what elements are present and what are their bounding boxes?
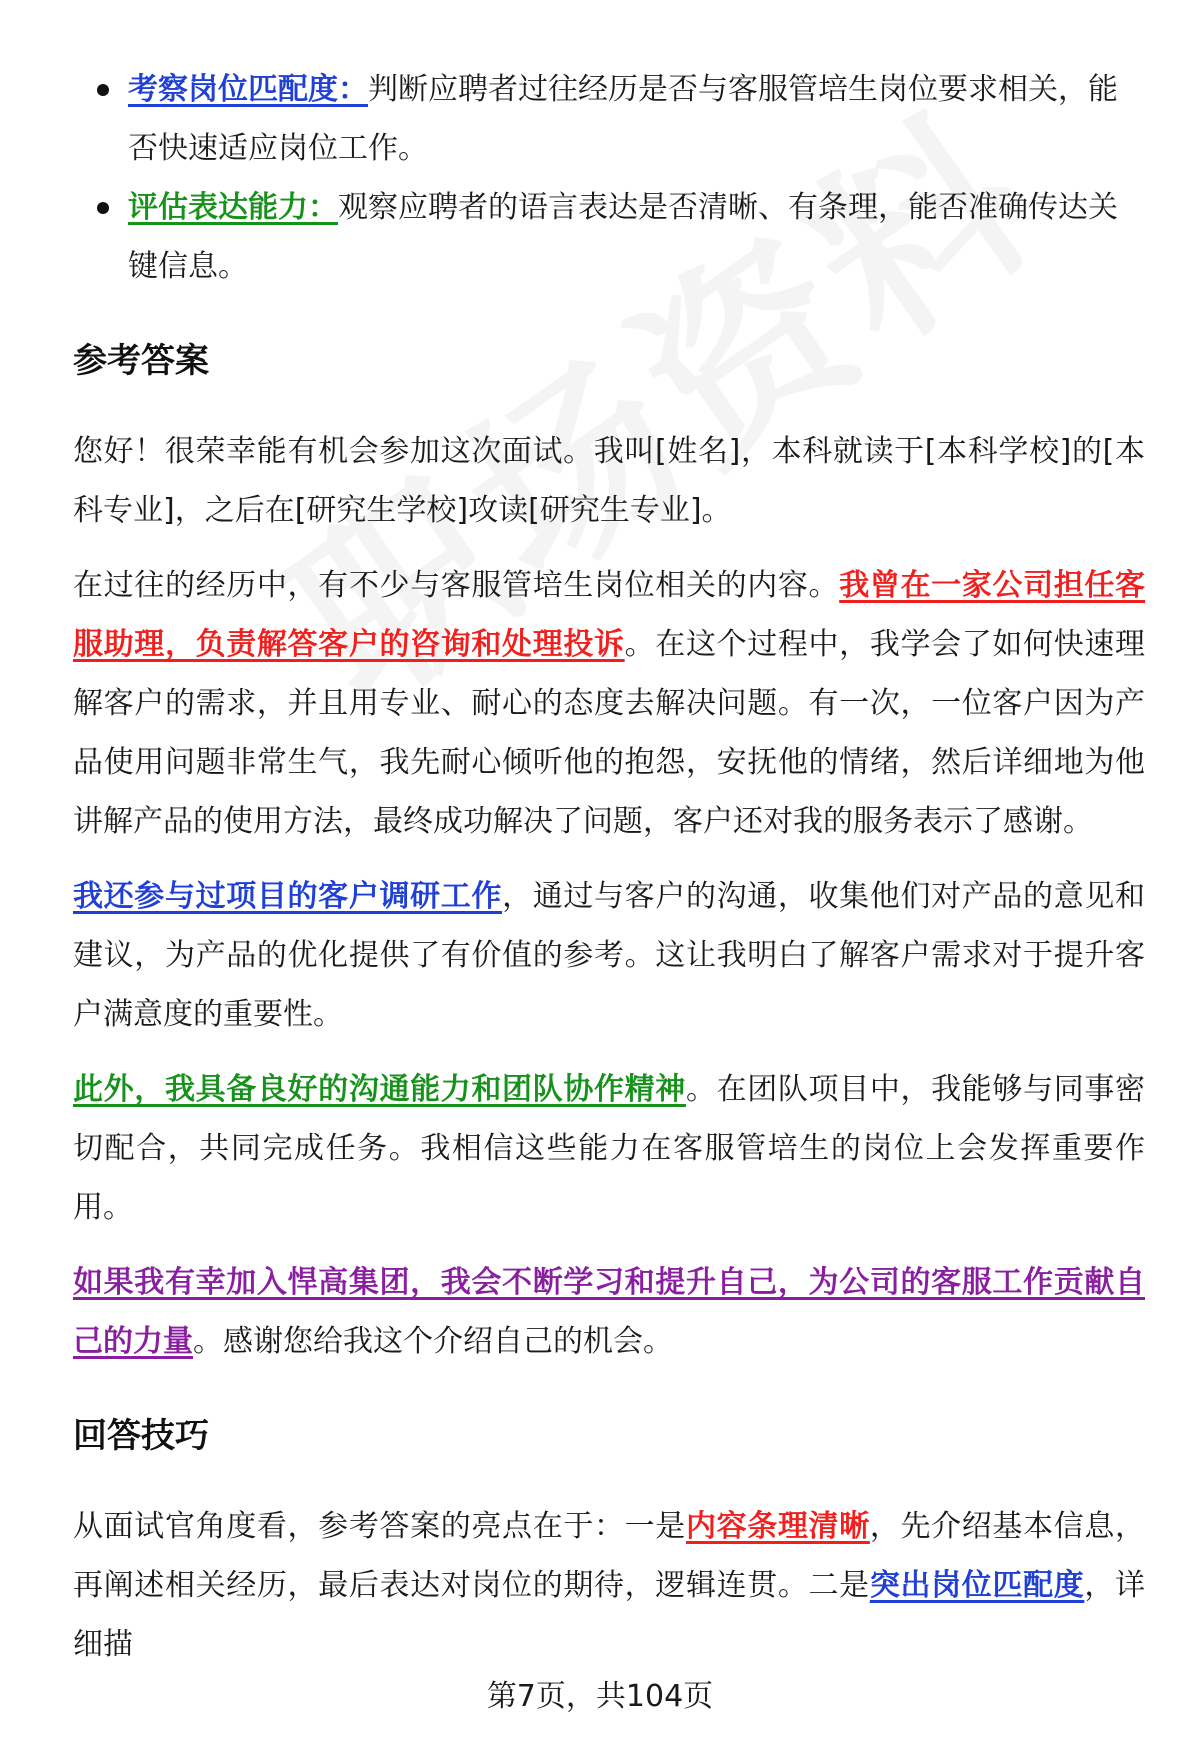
paragraph-text: 您好！很荣幸能有机会参加这次面试。我叫[姓名]，本科就读于[本科学校]的[本科专业]，之后在[研究生学校]攻读[研究生专业]。	[73, 434, 1145, 528]
paragraph	[73, 1497, 1145, 1674]
paragraph	[73, 556, 1145, 851]
bullet-text: 观察应聘者的语言表达是否清晰、有条理，能否准确传达关键信息。	[128, 190, 1118, 284]
section-title-answer-tips: 回答技巧	[73, 1416, 209, 1456]
bullet-dot-icon	[97, 202, 109, 214]
highlight-text: 内容条理清晰	[685, 1509, 870, 1544]
highlight-text: 突出岗位匹配度	[869, 1568, 1085, 1603]
paragraph-text: 。在这个过程中，我学会了如何快速理解客户的需求，并且用专业、耐心的态度去解决问题。有一次，一位客户因为产品使用问题非常生气，我先耐心倾听他的抱怨，安抚他的情绪，然后详细地为他讲解产品的使用方法，最终成功解决了问题，客户还对我的服务表示了感谢。	[73, 627, 1146, 839]
list-item	[73, 178, 1145, 296]
paragraph-text: 在过往的经历中，有不少与客服管培生岗位相关的内容。	[73, 568, 840, 603]
highlight-text: 如果我有幸加入悍高集团，我会不断学习和提升自己，为公司的客服工作贡献自己的力量	[73, 1265, 1145, 1359]
paragraph	[73, 1253, 1145, 1371]
paragraph	[73, 422, 1145, 540]
paragraph-text: ，通过与客户的沟通，收集他们对产品的意见和建议，为产品的优化提供了有价值的参考。这让我明白了解客户需求对于提升客户满意度的重要性。	[73, 879, 1146, 1032]
paragraph	[73, 1060, 1145, 1237]
bullet-dot-icon	[97, 84, 109, 96]
paragraph-text: 。在团队项目中，我能够与同事密切配合，共同完成任务。我相信这些能力在客服管培生的岗位上会发挥重要作用。	[73, 1072, 1146, 1225]
page-content	[73, 60, 1145, 1674]
bullet-label: 评估表达能力：	[128, 190, 338, 225]
highlight-text: 此外，我具备良好的沟通能力和团队协作精神	[73, 1072, 686, 1107]
paragraph-text: 。感谢您给我这个介绍自己的机会。	[193, 1324, 673, 1359]
section-title-reference-answer: 参考答案	[73, 341, 209, 381]
highlight-text: 我曾在一家公司担任客服助理，负责解答客户的咨询和处理投诉	[73, 568, 1146, 662]
list-item	[73, 60, 1145, 178]
criteria-list	[73, 60, 1145, 296]
paragraph	[73, 867, 1145, 1044]
paragraph-text: ，详细描	[73, 1568, 1146, 1662]
page-number: 第7页，共104页	[486, 1679, 714, 1714]
paragraph-text: 从面试官角度看，参考答案的亮点在于：一是	[73, 1509, 686, 1544]
bullet-label: 考察岗位匹配度：	[128, 72, 368, 107]
highlight-text: 我还参与过项目的客户调研工作	[73, 879, 503, 914]
paragraph-text: ，先介绍基本信息，再阐述相关经历，最后表达对岗位的期待，逻辑连贯。二是	[73, 1509, 1146, 1603]
bullet-text: 判断应聘者过往经历是否与客服管培生岗位要求相关，能否快速适应岗位工作。	[128, 72, 1118, 166]
